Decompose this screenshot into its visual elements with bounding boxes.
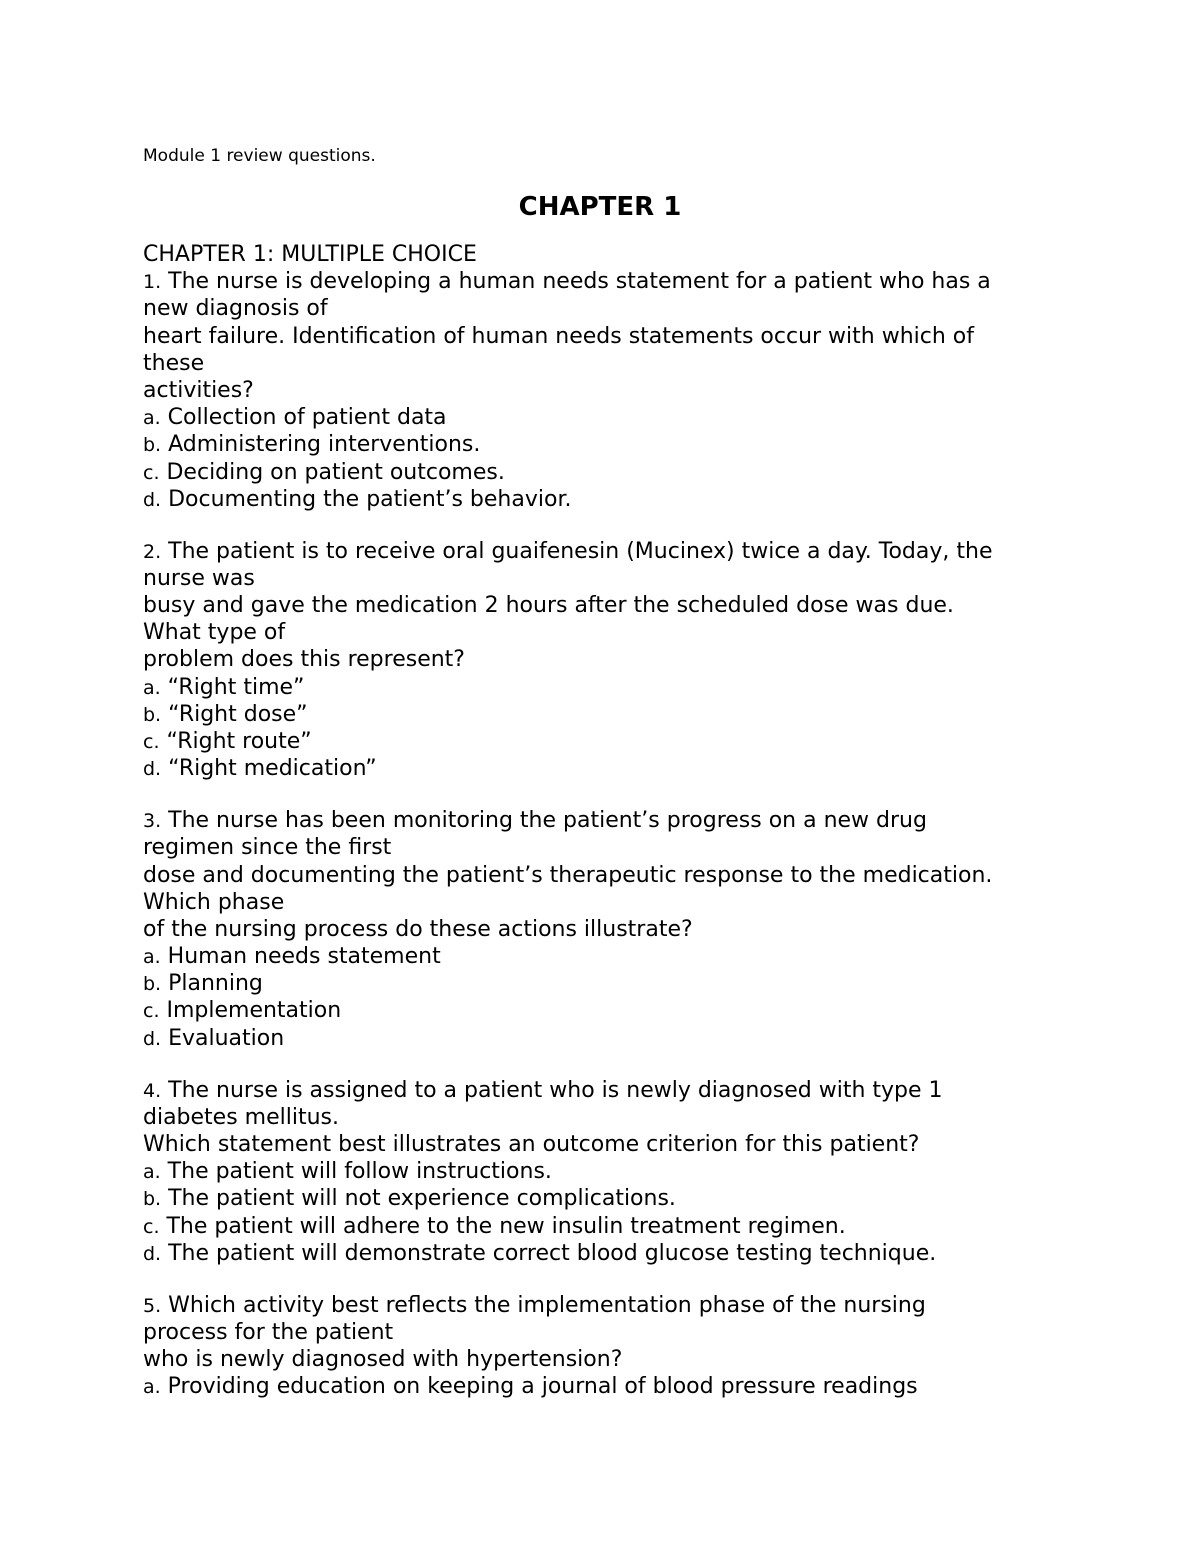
option-label: c. xyxy=(143,1215,160,1238)
option-text: Evaluation xyxy=(161,1025,285,1051)
question-stem-line: problem does this represent? xyxy=(143,647,465,673)
answer-option xyxy=(143,431,1073,458)
question-number: 3. xyxy=(143,810,162,833)
answer-option xyxy=(143,1025,1073,1052)
option-label: a. xyxy=(143,1161,161,1184)
spacer xyxy=(143,1052,1073,1077)
question-stem-line: What type of xyxy=(143,620,286,646)
question-stem-line: regimen since the first xyxy=(143,835,392,861)
question-stem-line: activities? xyxy=(143,377,254,403)
chapter-heading: CHAPTER 1 xyxy=(518,192,682,222)
question-stem-line: who is newly diagnosed with hypertension? xyxy=(143,1347,623,1373)
question-stem-line: these xyxy=(143,350,205,376)
question-stem-line: process for the patient xyxy=(143,1319,394,1345)
option-label: d. xyxy=(143,1027,162,1050)
option-label: d. xyxy=(143,1242,162,1265)
question-stem-line: Which phase xyxy=(143,889,285,915)
option-label: b. xyxy=(143,1188,162,1211)
spacer xyxy=(143,513,1073,538)
spacer xyxy=(143,782,1073,807)
answer-option xyxy=(143,701,1073,728)
option-label: b. xyxy=(143,434,162,457)
question-2 xyxy=(143,538,1073,783)
option-label: d. xyxy=(143,488,162,511)
option-label: c. xyxy=(143,730,160,753)
option-text: The patient will demonstrate correct blood glucose testing technique. xyxy=(161,1240,937,1266)
answer-option xyxy=(143,1373,1073,1400)
question-3 xyxy=(143,807,1073,1052)
option-text: Planning xyxy=(161,971,263,997)
option-text: “Right time” xyxy=(160,674,305,700)
option-label: c. xyxy=(143,461,160,484)
answer-option xyxy=(143,1158,1073,1185)
section-heading: CHAPTER 1: MULTIPLE CHOICE xyxy=(143,242,477,267)
question-number: 1. xyxy=(143,271,162,294)
option-text: Documenting the patient’s behavior. xyxy=(161,486,572,512)
question-stem-line: 2. The patient is to receive oral guaifenesin (Mucinex) twice a day. Today, the xyxy=(143,538,993,564)
question-stem-line: Which statement best illustrates an outcome criterion for this patient? xyxy=(143,1132,920,1158)
question-stem-line: 4. The nurse is assigned to a patient who is newly diagnosed with type 1 xyxy=(143,1077,943,1103)
option-text: Deciding on patient outcomes. xyxy=(159,459,505,485)
question-stem-line: nurse was xyxy=(143,565,255,591)
option-label: a. xyxy=(143,407,161,430)
question-stem-line: new diagnosis of xyxy=(143,296,328,322)
answer-option xyxy=(143,1213,1073,1240)
option-label: a. xyxy=(143,1376,161,1399)
option-text: Human needs statement xyxy=(160,944,441,970)
question-number: 4. xyxy=(143,1079,162,1102)
question-number: 5. xyxy=(143,1294,162,1317)
answer-option xyxy=(143,1185,1073,1212)
option-text: Providing education on keeping a journal of blood pressure readings xyxy=(160,1374,918,1400)
question-stem-line: busy and gave the medication 2 hours after the scheduled dose was due. xyxy=(143,593,954,619)
option-text: “Right route” xyxy=(159,728,312,754)
option-label: a. xyxy=(143,676,161,699)
answer-option xyxy=(143,728,1073,755)
option-text: The patient will follow instructions. xyxy=(160,1159,552,1185)
question-stem-line: of the nursing process do these actions illustrate? xyxy=(143,916,693,942)
option-text: Administering interventions. xyxy=(161,432,481,458)
question-stem-line: heart failure. Identification of human needs statements occur with which of xyxy=(143,323,975,349)
option-text: Collection of patient data xyxy=(160,405,447,431)
spacer xyxy=(143,1267,1073,1292)
question-4 xyxy=(143,1077,1073,1267)
question-stem-line: diabetes mellitus. xyxy=(143,1104,340,1130)
question-number: 2. xyxy=(143,540,162,563)
option-label: b. xyxy=(143,703,162,726)
option-text: The patient will not experience complications. xyxy=(161,1186,676,1212)
answer-option xyxy=(143,1240,1073,1267)
option-text: Implementation xyxy=(159,998,342,1024)
option-label: a. xyxy=(143,946,161,969)
answer-option xyxy=(143,943,1073,970)
option-label: c. xyxy=(143,1000,160,1023)
question-list xyxy=(143,241,1073,1401)
answer-option xyxy=(143,486,1073,513)
question-stem-line: 3. The nurse has been monitoring the patient’s progress on a new drug xyxy=(143,808,927,834)
answer-option xyxy=(143,970,1073,997)
answer-option xyxy=(143,997,1073,1024)
module-title: Module 1 review questions. xyxy=(143,146,376,166)
option-label: d. xyxy=(143,758,162,781)
question-1 xyxy=(143,268,1073,513)
option-text: “Right dose” xyxy=(161,701,308,727)
question-5 xyxy=(143,1292,1073,1401)
option-text: The patient will adhere to the new insulin treatment regimen. xyxy=(159,1213,846,1239)
answer-option xyxy=(143,674,1073,701)
answer-option xyxy=(143,755,1073,782)
option-text: “Right medication” xyxy=(161,756,377,782)
question-stem-line: dose and documenting the patient’s therapeutic response to the medication. xyxy=(143,862,993,888)
question-stem-line: 1. The nurse is developing a human needs statement for a patient who has a xyxy=(143,269,991,295)
option-label: b. xyxy=(143,973,162,996)
answer-option xyxy=(143,404,1073,431)
answer-option xyxy=(143,459,1073,486)
question-stem-line: 5. Which activity best reflects the implementation phase of the nursing xyxy=(143,1292,926,1318)
